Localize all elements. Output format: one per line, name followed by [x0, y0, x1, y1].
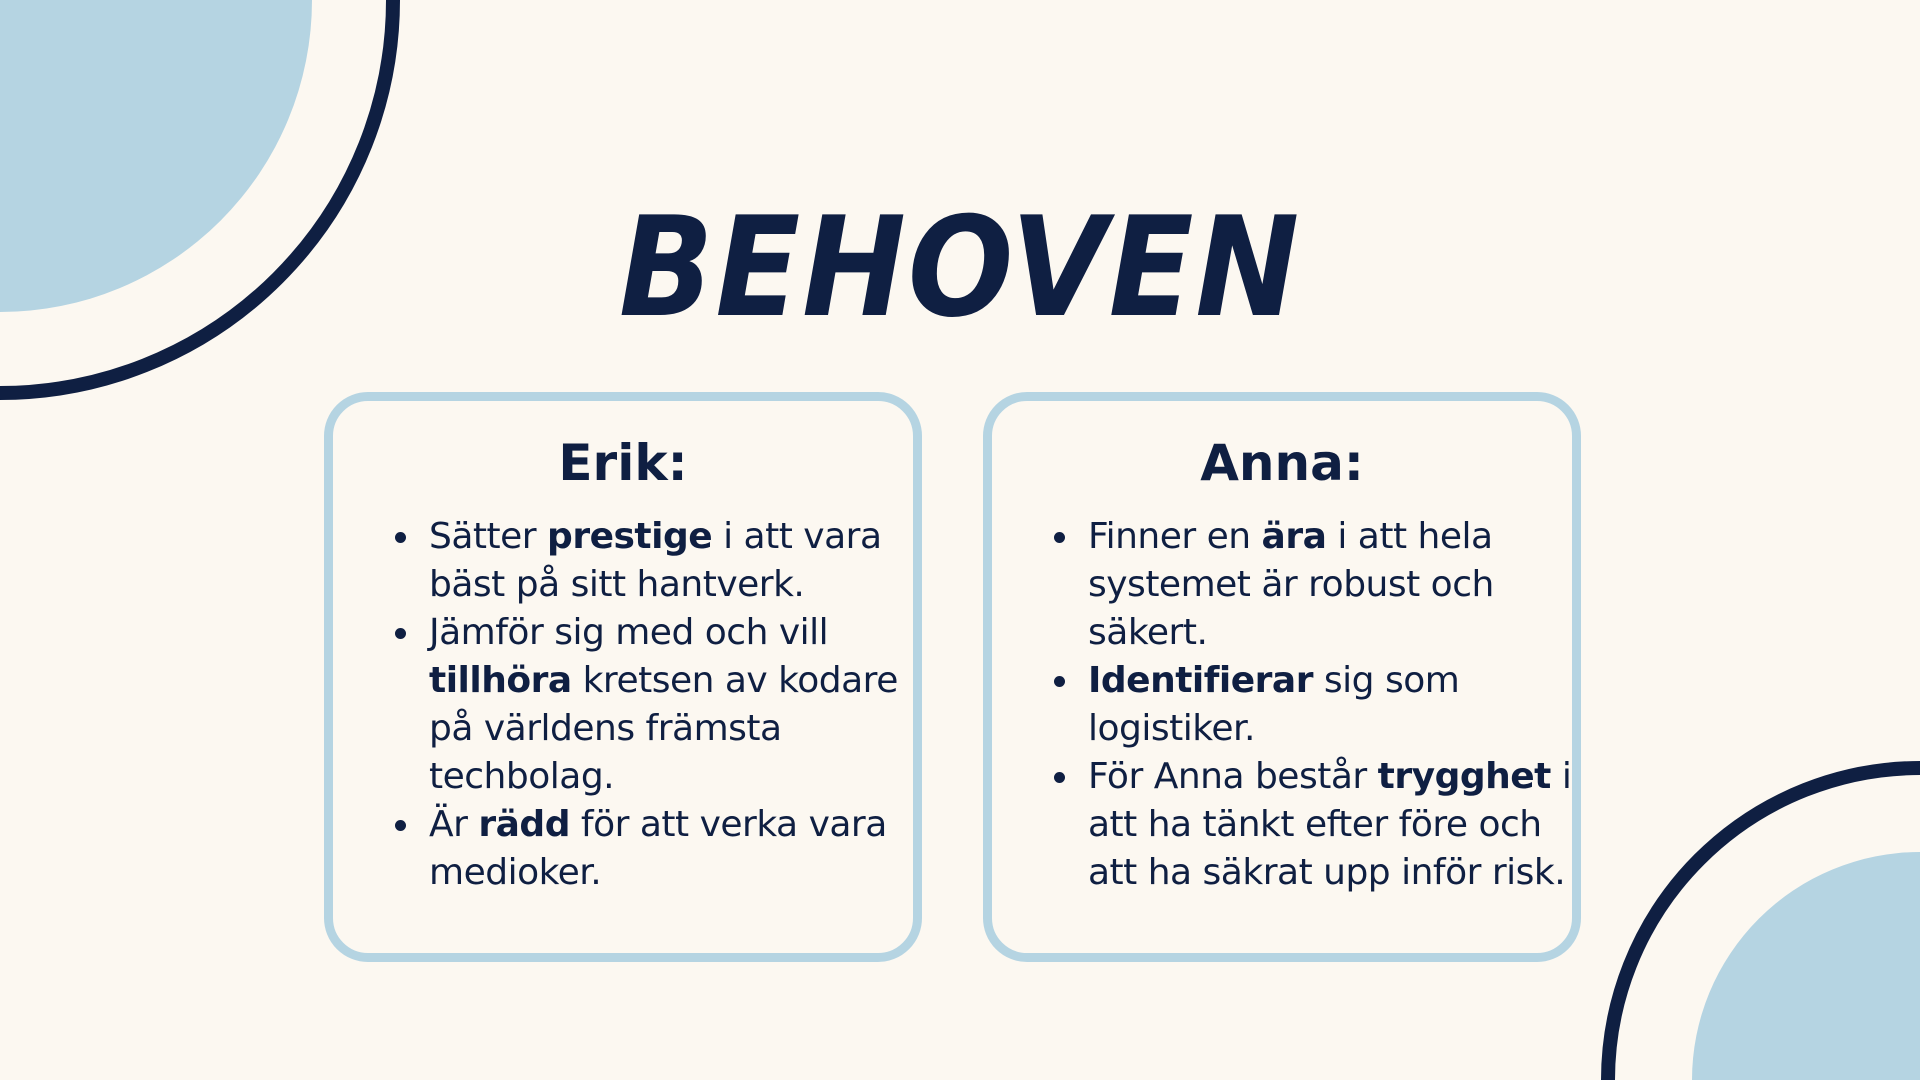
page-title: BEHOVEN: [618, 187, 1302, 348]
bullet-icon: [395, 820, 406, 831]
bottom-right-blue-circle: [1692, 852, 1920, 1080]
list-item: Finner en ära i att hela systemet är robust och säkert.: [1052, 513, 1572, 657]
bullet-icon: [395, 532, 406, 543]
bullet-icon: [395, 628, 406, 639]
list-item: Jämför sig med och vill tillhöra kretsen av kodare på världens främsta techbolag.: [393, 609, 913, 801]
card-erik: [324, 392, 922, 962]
bullet-list: [1052, 513, 1572, 897]
bullet-list: [393, 513, 913, 897]
list-item: Är rädd för att verka vara medioker.: [393, 801, 913, 897]
card-heading: Erik:: [558, 434, 688, 492]
card-heading: Anna:: [1200, 434, 1364, 492]
card-anna: [983, 392, 1581, 962]
bullet-icon: [1054, 676, 1065, 687]
bullet-icon: [1054, 772, 1065, 783]
list-item: För Anna består trygghet i att ha tänkt efter före och att ha säkrat upp inför risk.: [1052, 753, 1572, 897]
list-item: Identifierar sig som logistiker.: [1052, 657, 1572, 753]
bullet-icon: [1054, 532, 1065, 543]
list-item: Sätter prestige i att vara bäst på sitt hantverk.: [393, 513, 913, 609]
